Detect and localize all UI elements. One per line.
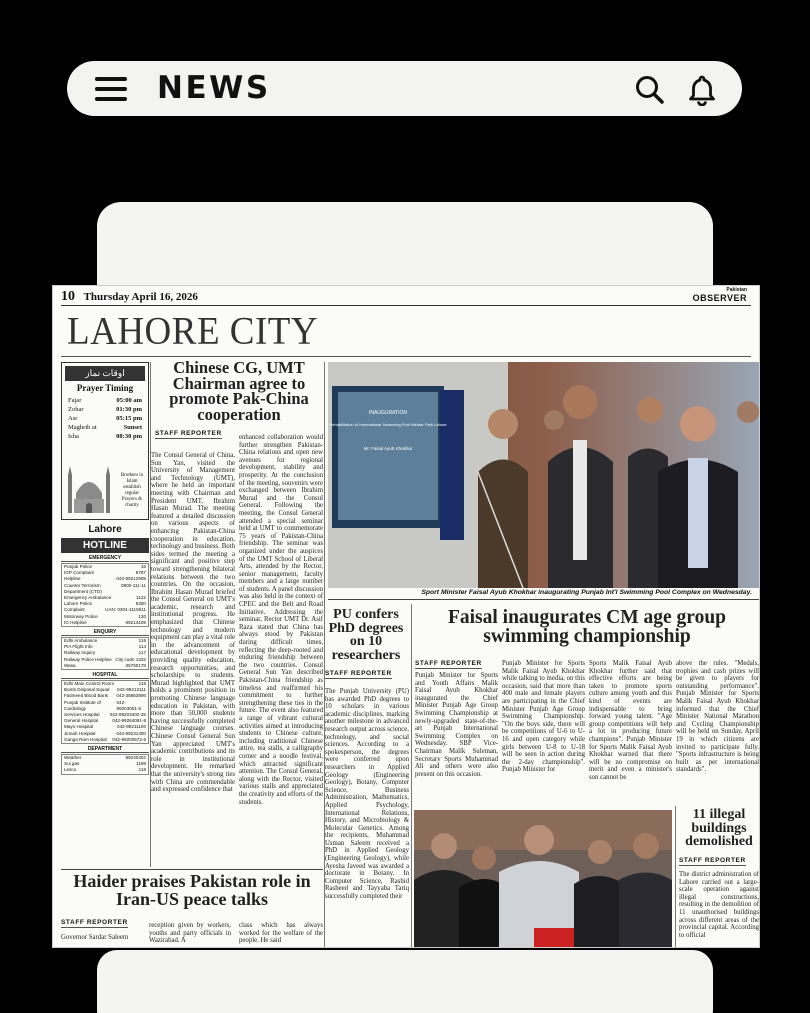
hotline-label: Fatimeed Blood Bank — [64, 693, 108, 699]
hotline-label: Jinnah Hospital — [64, 730, 96, 736]
divider — [411, 604, 412, 948]
page-date: Thursday April 16, 2026 — [83, 291, 198, 303]
article-body-column: The Punjab University (PU) has awarded PhD degrees to 10 scholars in various academic disciplines, marking another milestone in advanced research output across science, technology, and social sciences. According to a spokesperson, the degrees were conferred upon researchers in Applied Geology (Engineering Geology), Botany, Computer Science, Business Administration, Mathematics, Applied Psychology, International Relations, History, and Microbiology & Molecular Genetics. Among the recipients, Muhammad Usman Saleem received a PhD in Applied Geology (Engineering Geology), while Ayesha Javeed was awarded a doctorate in Botany. In Computer Science, Rashid Rasheed and Tayyaba Tariq successfully completed their — [325, 688, 409, 901]
hotline-section — [61, 680, 149, 744]
divider — [61, 869, 323, 870]
photo-caption: Sport Minister Faisal Ayub Khokhar inaugurating Punjab Int'l Swimming Pool Complex on Wednesday. — [421, 589, 752, 596]
hotline-number: 130 — [138, 613, 146, 619]
prayer-title: Prayer Timing — [76, 383, 134, 393]
search-icon[interactable] — [634, 74, 666, 106]
photo-sign-by: Mr. Faisal Ayub Khokhar — [363, 446, 413, 451]
hotline-label: Emergency Ambulance — [64, 595, 112, 601]
prayer-name: Zohar — [68, 406, 84, 413]
photo-sign-mid: Rehabilitation of International Swimming Pool Nishtar Park Lahore — [329, 422, 447, 427]
hotline-label: Department (CTD) — [64, 588, 102, 594]
byline — [415, 652, 482, 671]
prayer-note: Brothers in Islam establish regular Prayers & charity — [120, 473, 144, 508]
hotline-label: Lahore Police — [64, 601, 93, 607]
hotline-number: 042-99203051-5 — [116, 699, 142, 711]
article-headline[interactable]: PU confers PhD degrees on 10 researchers — [328, 607, 404, 663]
hotline-section-title: ENQUIRY — [61, 629, 149, 636]
hotline-label: Helpline — [64, 576, 81, 582]
background-card-bottom — [97, 950, 713, 1013]
hamburger-menu-icon[interactable] — [95, 77, 129, 101]
prayer-row — [65, 396, 145, 405]
hotline-number: UAN: 0304-1115911 — [105, 607, 146, 613]
hotline-number: 042-99212909 — [116, 576, 146, 582]
hotline-row — [64, 663, 146, 669]
hotline-number: 042-99231400 — [116, 730, 146, 736]
page-number: 10 — [61, 289, 75, 304]
divider — [675, 806, 676, 948]
article-body-column: Governor Sardar Saleem — [61, 934, 129, 941]
hotline-row — [64, 767, 146, 773]
article-body-column: enhanced collaboration would further strengthen Pakistan-China relations and open new avenues for regional development, stability and prosperity. At the conclusion of the meeting, souvenirs were exchanged between Ibrahim Murad and the Consul General. Following the meeting, the Consul General attended a special seminar held at UMT to commemorate 75 years of Pakistan-China friendship. The seminar was organized under the auspices of the UMT School of Liberal Arts, attended by the Rector, senior management, faculty members and a large number of students. A panel discussion was also held in the context of CPEC and the Belt and Road Initiative. Addressing the seminar, Rector UMT Dr. Asif Raza stated that China has always stood by Pakistan during difficult times, reflecting the deep-rooted and enduring friendship between the two countries. Consul General Sun Yan described Pakistan-China friendship as timeless and reaffirmed his commitment to further strengthening these ties in the future. The event also featured a range of vibrant cultural activities aimed at introducing students to Chinese culture, including traditional Chinese attire, tea stalls, a calligraphy corner and a noodle festival, which attracted significant attention. The Consul General, along with the Rector, visited various stalls and appreciated the creativity and efforts of the students. — [239, 434, 323, 806]
prayer-name: Asr — [68, 415, 78, 422]
mosque-illustration — [66, 463, 126, 513]
prayer-row — [65, 423, 145, 432]
hotline-number: 042-99200572-6 — [112, 736, 146, 742]
hotline-label: Edhi Main Control Room — [64, 681, 115, 687]
hotline-number: 042-99264091-8 — [112, 718, 146, 724]
divider — [328, 599, 760, 600]
hotline-number: 8300 — [135, 601, 146, 607]
prayer-timing-box — [61, 362, 149, 520]
prayer-time: 01:30 pm — [116, 406, 142, 413]
hotline-number: 042-35863906 — [116, 693, 146, 699]
hotline-label: Punjab Police — [64, 564, 93, 569]
article-body-column: Punjab Minister for Sports and Youth Affairs Malik Faisal Ayub Khokhar inaugurated the Chief Minister Punjab Age Group Swimming Championship at newly-upgraded state-of-the-art Punjab International Swimming Complex on Wednesday. SBP Vice-Chairman Malik Suleman, Secretary Sports Muhammad Ali and others were also present on this occasion. — [415, 672, 498, 778]
left-sidebar — [61, 362, 149, 947]
byline: STAFF REPORTER — [679, 856, 746, 864]
newspaper-page[interactable] — [52, 285, 760, 948]
divider — [61, 305, 751, 306]
brand-name: OBSERVER — [692, 293, 747, 303]
hotline-label: IG Helpline — [64, 619, 87, 625]
brand-small: Pakistan — [726, 287, 747, 293]
hotline-number: 118 — [138, 767, 146, 773]
divider — [324, 362, 325, 948]
hotline-label: Services Hospital — [64, 712, 100, 718]
prayer-row — [65, 414, 145, 423]
article-headline[interactable]: Chinese CG, UMT Chairman agree to promote Pak-China cooperation — [169, 358, 309, 424]
prayer-name: Isha — [68, 433, 79, 440]
bell-icon[interactable] — [686, 74, 718, 106]
article-headline[interactable]: Faisal inaugurates CM age group swimming championship — [447, 607, 727, 647]
hotline-number: 117 — [138, 650, 146, 656]
article-body-column: class which has always worked for the welfare of the people. He said — [239, 922, 323, 945]
article-body-column: Punjab Minister for Sports Malik Faisal Ayub Khokhar while talking to media, on this occasion, said that more than 400 male and female players are participating in the Chief Minister Punjab Age Group Swimming Championship. "On the boys side, there will be competitions of U-6 to U-16 and open category while girls between U-8 to U-18 will be seen in action during the 2-day championship". Punjab Minister for — [502, 660, 585, 774]
masthead-logo — [693, 288, 747, 303]
divider — [150, 362, 151, 867]
app-title: NEWS — [157, 70, 271, 106]
prayer-arabic-title: اوقات نماز — [65, 366, 145, 381]
hotline-label: Sui gas — [64, 761, 80, 767]
hotline-label: Railway Inquiry — [64, 650, 96, 656]
hotline-number: 114 — [138, 644, 146, 650]
hotline-section — [61, 637, 149, 670]
prayer-time: 05:15 pm — [116, 415, 142, 422]
hotline-number: 042-99203402-25 — [109, 712, 146, 718]
article-body-column: The district administration of Lahore carried out a large-scale operation against illegal constructions, resulting in the demolition of 11 unauthorised buildings across different areas of the provincial capital. According to official — [679, 871, 759, 939]
byline-text: STAFF REPORTER — [415, 660, 482, 667]
hotline-number: 042-99211100 — [117, 724, 146, 730]
section-title: LAHORE CITY — [67, 309, 319, 354]
hotline-number: 115 — [138, 638, 146, 644]
byline — [61, 911, 128, 930]
hotline-section-title: DEPARTMENT — [61, 746, 149, 753]
hotline-number: 042-99212111 — [117, 687, 146, 693]
prayer-row — [65, 432, 145, 441]
hotline-label: Wasa — [64, 662, 76, 668]
article-body-column: reception given by workers, youths and party officials in Wazirabad. A — [149, 922, 231, 945]
prayer-time: 05:00 am — [116, 397, 142, 404]
prayer-name: Maghrib at — [68, 424, 97, 431]
news-photo-group[interactable] — [414, 810, 672, 948]
hotline-number: 99240402 — [125, 755, 146, 761]
hotline-label: Bomb Disposal Squad — [64, 687, 110, 693]
article-body-column: The Consul General of China, Sun Yan, visited the University of Management and Technology (UMT), where he held an important meeting with Chairman and President UMT, Ibrahim Hasan Murad. The meeting featured a detailed discussion on various aspects of enhancing Pakistan-China cooperation in education, technology and business. Both sides termed the meeting a significant and positive step toward strengthening bilateral relations between the two countries. On the occasion, Ibrahim Hasan Murad briefed the Consul General on UMT's academic, research and institutional progress. He emphasized that Chinese technology and modern equipment can play a vital role in the advancement of educational development by providing quality education, research opportunities, and scholarships to students. Murad highlighted that UMT holds a prominent position in promoting Chinese language education in Pakistan, with more than 50,000 students having successfully completed Chinese language courses. Chinese Consul General Sun Yan appreciated UMT's academic contributions and its role in institutional development. He remarked that the university's strong ties with China are commendable and expressed confidence that — [151, 452, 235, 794]
photo-sign-top: INAUGURATION — [369, 410, 407, 416]
hotline-label: Railway Police Helpline — [64, 656, 112, 662]
hotline-number: 99214109 — [125, 619, 146, 625]
prayer-row — [65, 405, 145, 414]
hotline-label: Motorway Police — [64, 613, 98, 619]
hotline-number: 1199 — [136, 761, 146, 767]
page-header — [61, 289, 198, 305]
byline: STAFF REPORTER — [155, 430, 222, 437]
article-haider-peace-talks[interactable] — [63, 872, 321, 908]
hotline-section-title: EMERGENCY — [61, 555, 149, 562]
hotline-label: Complaint — [64, 607, 85, 613]
article-body-column: Sports Malik Faisal Ayub Khokhar further said that effective efforts are being taken to promote sports culture among youth and this kind of events are indispensable to bring forward young talent. "Age group competitions will help a lot in producing future champions". Punjab Minister for Sports Malik Faisal Ayub Khokhar warned that there will be no compromise on merit and even a minister's son cannot be — [589, 660, 672, 781]
article-pu-phd[interactable] — [325, 608, 407, 681]
hotline-label: PIA Flight Info — [64, 644, 93, 650]
article-headline[interactable]: Haider praises Pakistan role in Iran-US peace talks — [73, 871, 311, 909]
hotline-title: HOTLINE — [61, 538, 149, 553]
hotline-number: 8787 — [135, 570, 146, 576]
prayer-list — [65, 396, 145, 441]
hotline-label: Weather — [64, 755, 82, 761]
hotline-number: 115 — [138, 681, 146, 687]
hotline-section — [61, 563, 149, 627]
hotline-label: Mayo Hospital — [64, 724, 94, 730]
divider — [61, 356, 751, 357]
article-chinese-cg[interactable] — [155, 360, 323, 441]
hotline-number: 1122 — [136, 595, 146, 601]
hotline-number: 15 — [140, 564, 146, 569]
hotline-label: Ganga Ram Hospital — [64, 736, 107, 742]
prayer-time: Sunset — [123, 424, 142, 431]
news-photo-inauguration[interactable] — [328, 362, 760, 588]
hotline-section-title: HOSPITAL — [61, 672, 149, 679]
hotline-number: City code 1332 — [115, 656, 146, 662]
prayer-time: 08:30 pm — [116, 433, 142, 440]
hotline-label: Punjab Institute of Cardiology — [64, 699, 101, 711]
hotline-row — [64, 620, 146, 626]
prayer-name: Fajar — [68, 397, 82, 404]
hotline-number: 35760178 — [125, 662, 146, 668]
hotline-label: Lesco — [64, 767, 77, 773]
article-illegal-buildings[interactable] — [679, 808, 759, 868]
app-header — [67, 61, 742, 116]
article-swimming-championship[interactable] — [415, 608, 759, 646]
hotline-label: IGP Complaint — [64, 570, 94, 576]
byline: STAFF REPORTER — [325, 670, 392, 677]
hotline-label: Counter Terrorism — [64, 582, 101, 588]
byline-text: STAFF REPORTER — [61, 919, 128, 926]
hotline-row — [64, 737, 146, 743]
hotline-row — [64, 700, 146, 712]
city-label: Lahore — [88, 524, 122, 535]
hotline-list — [61, 555, 149, 775]
hotline-label: General Hospital — [64, 718, 99, 724]
article-body-column: above the rules. "Medals, trophies and cash prizes will be given to players for outstanding performance". Punjab Minister for Sports Malik Faisal Ayub Khokhar informed that the Chief Minister National Marathon and Cycling Championship will be held on Sunday, April 19 in which citizens are invited to participate fully. "Sports infrastructure is being built as per international standards". — [676, 660, 759, 774]
hotline-number: 0800-111-11 — [120, 582, 146, 588]
hotline-section — [61, 754, 149, 775]
hotline-label: Edhi Ambulance — [64, 638, 98, 644]
article-headline[interactable]: 11 illegal buildings demolished — [685, 807, 753, 849]
